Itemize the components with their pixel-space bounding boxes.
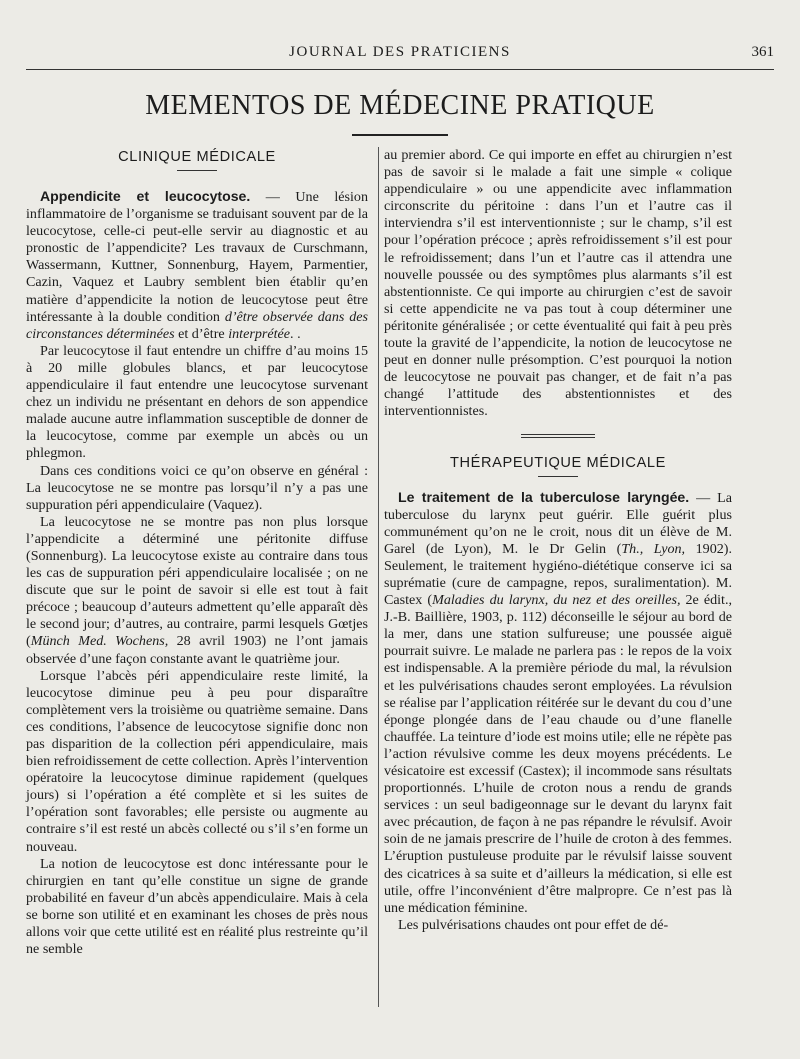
right-column (384, 147, 732, 934)
text-run: Dans ces conditions voici ce qu’on observe en général : La leucocytose ne se montre pas lorsqu’il n’y a pas une suppuration péri appendiculaire (Vaquez). (26, 462, 368, 513)
text-run: La leucocytose ne se montre pas non plus lorsque l’appendicite a déterminé une péritonite diffuse (Sonnenburg). La leucocytose existe au contraire dans tous les cas de suppuration péri appendiculaire localisée ; on ne discute que sur le point de savoir si elle est tout à fait précoce ; beaucoup d’auteurs admettent qu’elle apparaît dès le second jour; d’autres, au contraire, parmi lesquels Gœtjes ( (26, 513, 368, 650)
article-lead-title: Appendicite et leucocytose. (40, 188, 251, 204)
left-article (26, 188, 368, 958)
text-run: Par leucocytose il faut entendre un chiffre d’au moins 15 à 20 mille globules blancs, et par leucocytose appendiculaire il faut entendre une leucocytose survenant chez un individu ne présentant en dehors de son appendice malade aucune autre inflammation susceptible de donner de la leucocytose, comme par exemple un abcès ou un phlegmon. (26, 342, 368, 462)
section-heading-therapeutique: THÉRAPEUTIQUE MÉDICALE (450, 454, 666, 471)
continuation-paragraph: au premier abord. Ce qui importe en effet au chirurgien n’est pas de savoir si le malade a fait une simple « colique appendiculaire » ou une appendicite avec inflammation circonscrite du péritoine : dans l’un et l’autre cas il interviendra s’il est interventionniste ; sur le champ, s’il est pour l’opération précoce ; après refroidissement s’il est pour le refroidissement; dans l’un et l’autre cas il attendra une nouvelle poussée ou des symptômes plus alarmants s’il est abstentionniste. Ce qui importe au chirurgien c’est de savoir si cette appendicite ne va pas tout à coup déterminer une péritonite généralisée ; or cette éventualité qui fait à peu près toute la gravité de l’appendicite, la notion de leucocytose ne peut en donner nulle présomption. C’est pourquoi la notion de leucocytose ne pouvait pas changer, et de fait n’a pas changé l’attitude des abstentionnistes et des interventionnistes. (384, 147, 732, 420)
title-rule (352, 134, 448, 136)
left-column (26, 147, 368, 958)
italic-run: Münch Med. Wochens, (30, 633, 169, 650)
text-run: et d’être (174, 325, 229, 342)
section-heading-clinique: CLINIQUE MÉDICALE (118, 149, 276, 165)
journal-title: JOURNAL DES PRATICIENS (289, 44, 511, 60)
article-paragraph (26, 463, 368, 514)
article-paragraph (26, 188, 368, 343)
article-paragraph (384, 917, 732, 934)
header-rule (26, 69, 774, 70)
article-paragraph (26, 856, 368, 959)
italic-run: d’être observée dans des circonstances déterminées (26, 308, 368, 342)
runs-slot (384, 490, 732, 916)
page-number: 361 (751, 44, 774, 60)
text-run: . . (290, 325, 301, 342)
text-run: 28 avril 1903) ne l’ont jamais observée d’une façon constante avant le quatrième jour. (26, 633, 369, 667)
section-separator (521, 434, 595, 438)
italic-run: interprétée (228, 325, 291, 342)
section-rule (177, 170, 217, 171)
text-run: Lorsque l’abcès péri appendiculaire reste limité, la leucocytose diminue peu à peu pour disparaître complètement vers la troisième ou quatrième semaine. Dans ces conditions, l’absence de leucocytose signifie donc non pas disparition de la collection péri appendiculaire, mais bien refroidissement de cette collection. Après l’intervention opératoire la leucocytose diminue rapidement (quelques jours) si l’opération a été complète et si les suites de l’opération sont favorables; elle persiste ou augmente au contraire s’il est resté un abcès collecté ou s’il s’en forme un nouveau. (26, 667, 368, 855)
right-article (384, 489, 732, 934)
article-paragraph (26, 514, 368, 668)
runs-slot (26, 189, 368, 342)
page-title: MEMENTOS DE MÉDECINE PRATIQUE (145, 90, 655, 121)
text-run: 2e édit., J.-B. Baillière, 1903, p. 112) déconseille le séjour au bord de la mer, dans une station sulfureuse; une poussée aiguë pourrait suivre. Le malade ne parlera pas : le repos de la voix est indispensable. A la première période du mal, la révulsion et les pulvérisations chaudes seront employées. La révulsion se réalise par l’application réitérée sur le devant du cou d’une éponge plongée dans de l’eau chaude ou d’une flanelle chauffée. La teinture d’iode est moins utile; elle ne répète pas l’action révulsive comme les deux moyens précédents. Le vésicatoire est excessif (Castex); il incommode sans résultats proportionnés. L’huile de croton nous a rendu de grands services : un seul badigeonnage sur le devant du larynx fait avec précaution, de façon à ne pas répandre le révulsif. Avoir soin de ne jamais prescrire de l’huile de croton à des femmes. L’éruption pustuleuse produite par le révulsif laisse souvent des cicatrices à sa suite et d’ailleurs la médication, si elle est utile, offre l’inconvénient d’être malpropre. Ce n’est pas là une médication féminine. (384, 592, 733, 916)
text-run: — Une lésion inflammatoire de l’organisme se traduisant souvent par de la leucocytose, celle-ci peut-elle servir au diagnostic et au pronostic de l’appendicite? Les travaux de Curschmann, Wassermann, Kuttner, Sonnenburg, Hayem, Parmentier, Cazin, Vaquez et Laubry semblent bien établir qu’en matière d’appendicite la notion de leucocytose peut être intéressante à la double condition (26, 189, 368, 325)
article-paragraph (26, 343, 368, 463)
text-run: La notion de leucocytose est donc intéressante pour le chirurgien en tant qu’elle constitue un signe de grande probabilité en faveur d’un abcès appendiculaire. Mais à cela se borne son utilité et en examinant les choses de près nous allons voir que cette utilité est en réalité plus restreinte qu’il ne semble (26, 855, 368, 958)
column-divider (378, 147, 379, 1007)
article-lead-title: Le traitement de la tuberculose laryngée. (398, 488, 690, 505)
italic-run: Maladies du larynx, du nez et des oreilles, (432, 592, 681, 609)
article-paragraph (26, 668, 368, 856)
text-run: Les pulvérisations chaudes ont pour effet de dé- (398, 916, 669, 933)
article-paragraph (384, 489, 732, 917)
text-run: — La tuberculose du larynx peut guérir. Elle guérit plus communément qu’on ne le croit, nous dit un élève de M. Garel (de Lyon), M. le Dr Gelin ( (384, 489, 732, 557)
italic-run: Th., Lyon, (621, 540, 686, 557)
section-rule (538, 476, 578, 477)
text-run: 1902). Seulement, le traitement hygiéno-diététique conserve ici sa suprématie (cure de campagne, repos, suralimentation). M. Castex ( (384, 540, 733, 609)
